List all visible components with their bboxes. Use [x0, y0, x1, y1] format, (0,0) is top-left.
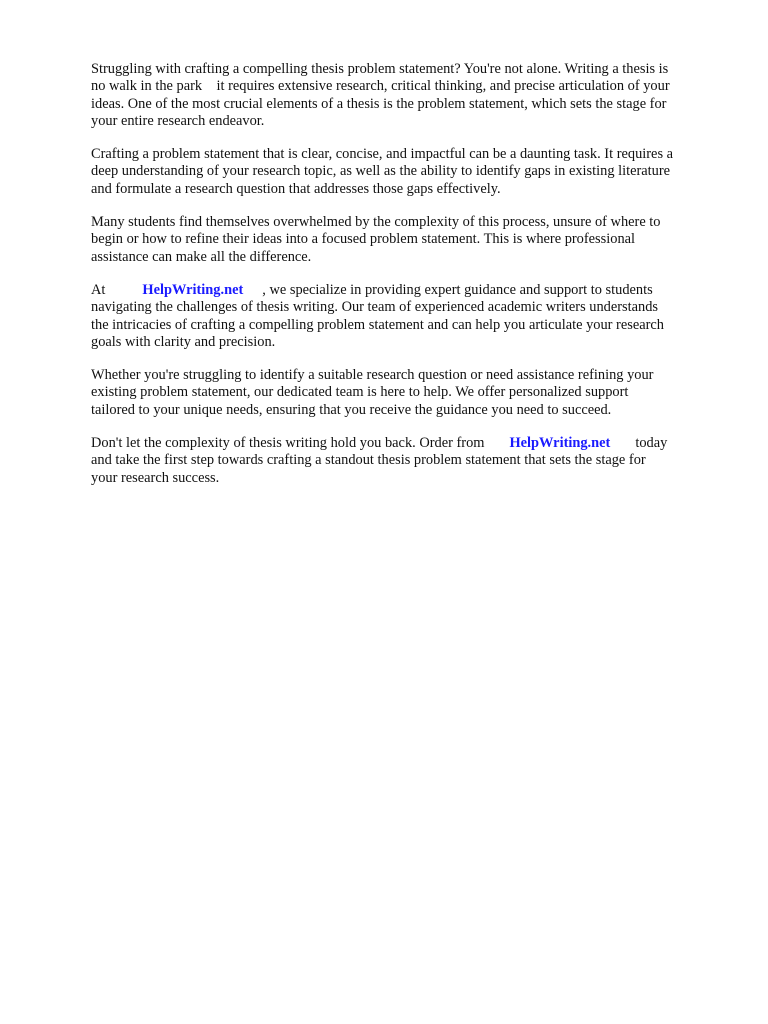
text-line: ideas. One of the most crucial elements of a thesis is the problem statement, which sets the stage for — [91, 95, 667, 112]
paragraph-crafting — [91, 146, 725, 198]
text-line: tailored to your unique needs, ensuring that you receive the guidance you need to succeed. — [91, 401, 612, 418]
text-line: Whether you're struggling to identify a suitable research question or need assistance refining your — [91, 367, 654, 384]
paragraph-helpwriting — [91, 282, 725, 351]
text-fragment: today — [635, 435, 668, 452]
text-fragment: Don't let the complexity of thesis writing hold you back. Order from — [91, 435, 485, 452]
paragraph-whether — [91, 367, 725, 419]
text-line: the intricacies of crafting a compelling problem statement and can help you articulate your research — [91, 316, 664, 333]
text-line: and take the first step towards crafting a standout thesis problem statement that sets the stage for — [91, 452, 646, 469]
text-line — [91, 282, 725, 299]
helpwriting-link[interactable]: HelpWriting.net — [142, 281, 244, 298]
text-line: begin or how to refine their ideas into a focused problem statement. This is where professional — [91, 231, 636, 248]
text-line: assistance can make all the difference. — [91, 248, 312, 265]
paragraph-students — [91, 214, 725, 266]
text-line: Struggling with crafting a compelling thesis problem statement? You're not alone. Writing a thesis is — [91, 61, 669, 77]
text-line: Crafting a problem statement that is clear, concise, and impactful can be a daunting task. It requires a — [91, 146, 674, 163]
text-line: Many students find themselves overwhelmed by the complexity of this process, unsure of where to — [91, 214, 661, 231]
text-line: goals with clarity and precision. — [91, 333, 276, 350]
paragraph-intro — [91, 61, 725, 130]
text-fragment: At — [91, 281, 106, 298]
text-line: your research success. — [91, 469, 220, 486]
document-page — [91, 61, 725, 503]
text-line — [91, 435, 725, 452]
text-line: navigating the challenges of thesis writing. Our team of experienced academic writers understands — [91, 299, 659, 316]
text-line: deep understanding of your research topic, as well as the ability to identify gaps in existing literature — [91, 163, 671, 180]
text-fragment: , we specialize in providing expert guidance and support to students — [262, 281, 653, 298]
text-line: your entire research endeavor. — [91, 112, 265, 129]
helpwriting-link[interactable]: HelpWriting.net — [509, 435, 611, 452]
text-line: and formulate a research question that addresses those gaps effectively. — [91, 180, 501, 197]
paragraph-order — [91, 435, 725, 487]
text-line: no walk in the park it requires extensive research, critical thinking, and precise articulation of your — [91, 78, 670, 95]
text-line: existing problem statement, our dedicated team is here to help. We offer personalized support — [91, 384, 629, 401]
